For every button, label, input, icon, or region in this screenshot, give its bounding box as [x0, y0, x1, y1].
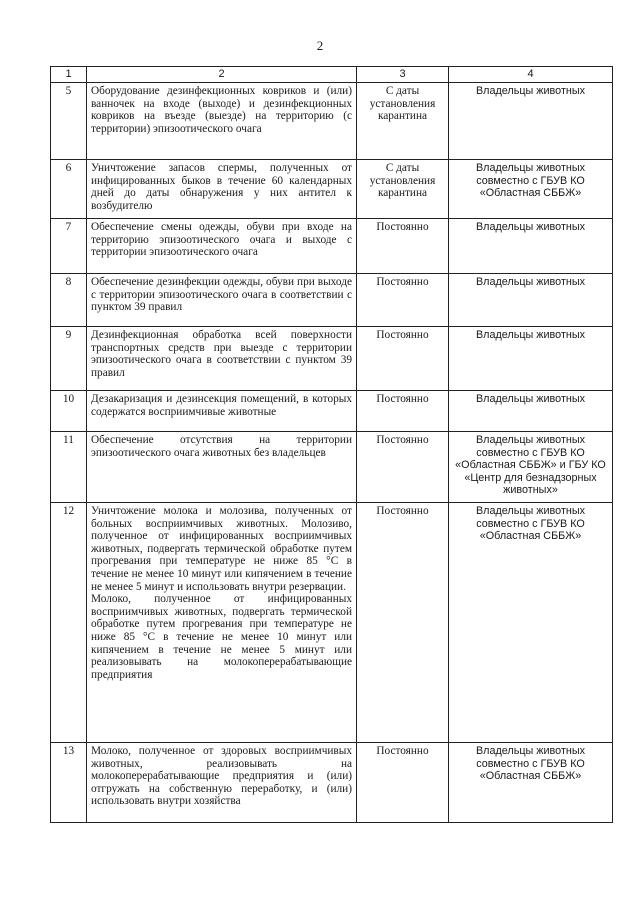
table-row: [51, 83, 613, 160]
measure-paragraph: Обеспечение отсутствия на территории эпизоотического очага животных без владельцев: [91, 434, 352, 459]
responsible: Владельцы животных: [449, 219, 613, 274]
deadline: Постоянно: [357, 391, 449, 432]
responsible: Владельцы животных совместно с ГБУВ КО «Областная СББЖ» и ГБУ КО «Центр для безнадзорных животных»: [449, 432, 613, 503]
deadline: Постоянно: [357, 274, 449, 327]
measure-paragraph: Уничтожение запасов спермы, полученных от инфицированных быков в течение 60 календарных дней до даты обнаружения у них антител к возбудителю: [91, 162, 352, 212]
responsible: Владельцы животных совместно с ГБУВ КО «Областная СББЖ»: [449, 743, 613, 823]
table-row: [51, 160, 613, 219]
table-row: [51, 432, 613, 503]
header-cell: 2: [87, 67, 357, 83]
row-number: 6: [51, 160, 87, 219]
row-number: 10: [51, 391, 87, 432]
measure-paragraph: Оборудование дезинфекционных ковриков и (или) ванночек на входе (выходе) и дезинфекционных ковриков на въезде (выезде) на территорию (с территории) эпизоотического очага: [91, 85, 352, 135]
row-number: 13: [51, 743, 87, 823]
deadline: С даты установления карантина: [357, 160, 449, 219]
measure-text: [87, 432, 357, 503]
measures-table: [50, 66, 613, 823]
measure-text: [87, 160, 357, 219]
measure-paragraph: Обеспечение дезинфекции одежды, обуви при выходе с территории эпизоотического очага в соответствии с пунктом 39 правил: [91, 276, 352, 314]
row-number: 11: [51, 432, 87, 503]
row-number: 9: [51, 327, 87, 391]
responsible: Владельцы животных: [449, 391, 613, 432]
measure-text: [87, 83, 357, 160]
row-number: 8: [51, 274, 87, 327]
deadline: Постоянно: [357, 743, 449, 823]
table-row: [51, 274, 613, 327]
measure-text: [87, 274, 357, 327]
deadline: Постоянно: [357, 432, 449, 503]
measure-text: [87, 743, 357, 823]
measure-paragraph: Молоко, полученное от инфицированных восприимчивых животных, подвергать термической обработке путем прогревания при температуре не ниже 85 °С в течение не менее 10 минут или кипячением в течение не менее 5 минут или реализовывать на молокоперерабатывающие предприятия: [91, 593, 352, 681]
header-cell: 1: [51, 67, 87, 83]
row-number: 12: [51, 503, 87, 743]
deadline: Постоянно: [357, 503, 449, 743]
table-row: [51, 219, 613, 274]
measure-paragraph: Молоко, полученное от здоровых восприимчивых животных, реализовывать на молокоперерабатывающие предприятия и (или) отгружать на собственную переработку, и (или) использовать внутри хозяйства: [91, 745, 352, 808]
measure-paragraph: Уничтожение молока и молозива, полученных от больных восприимчивых животных. Молозиво, полученное от инфицированных восприимчивых животных, подвергать термической обработке путем прогревания при температуре не ниже 85 °С в течение не менее 10 минут или кипячением в течение не менее 5 минут и использовать внутри резервации.: [91, 505, 352, 593]
responsible: Владельцы животных совместно с ГБУВ КО «Областная СББЖ»: [449, 503, 613, 743]
page-number: 2: [316, 38, 324, 53]
deadline: С даты установления карантина: [357, 83, 449, 160]
row-number: 5: [51, 83, 87, 160]
header-cell: 4: [449, 67, 613, 83]
responsible: Владельцы животных совместно с ГБУВ КО «Областная СББЖ»: [449, 160, 613, 219]
measure-text: [87, 391, 357, 432]
table-row: [51, 503, 613, 743]
table-row: [51, 327, 613, 391]
measure-text: [87, 503, 357, 743]
table-row: [51, 743, 613, 823]
deadline: Постоянно: [357, 327, 449, 391]
deadline: Постоянно: [357, 219, 449, 274]
table-header-row: [51, 67, 613, 83]
measure-paragraph: Дезинфекционная обработка всей поверхности транспортных средств при выезде с территории эпизоотического очага в соответствии с пунктом 39 правил: [91, 329, 352, 379]
row-number: 7: [51, 219, 87, 274]
responsible: Владельцы животных: [449, 83, 613, 160]
measure-paragraph: Обеспечение смены одежды, обуви при входе на территорию эпизоотического очага и выходе с территории эпизоотического очага: [91, 221, 352, 259]
measure-text: [87, 327, 357, 391]
measure-paragraph: Дезакаризация и дезинсекция помещений, в которых содержатся восприимчивые животные: [91, 393, 352, 418]
responsible: Владельцы животных: [449, 327, 613, 391]
responsible: Владельцы животных: [449, 274, 613, 327]
measure-text: [87, 219, 357, 274]
table-row: [51, 391, 613, 432]
table-body: [51, 67, 613, 823]
header-cell: 3: [357, 67, 449, 83]
